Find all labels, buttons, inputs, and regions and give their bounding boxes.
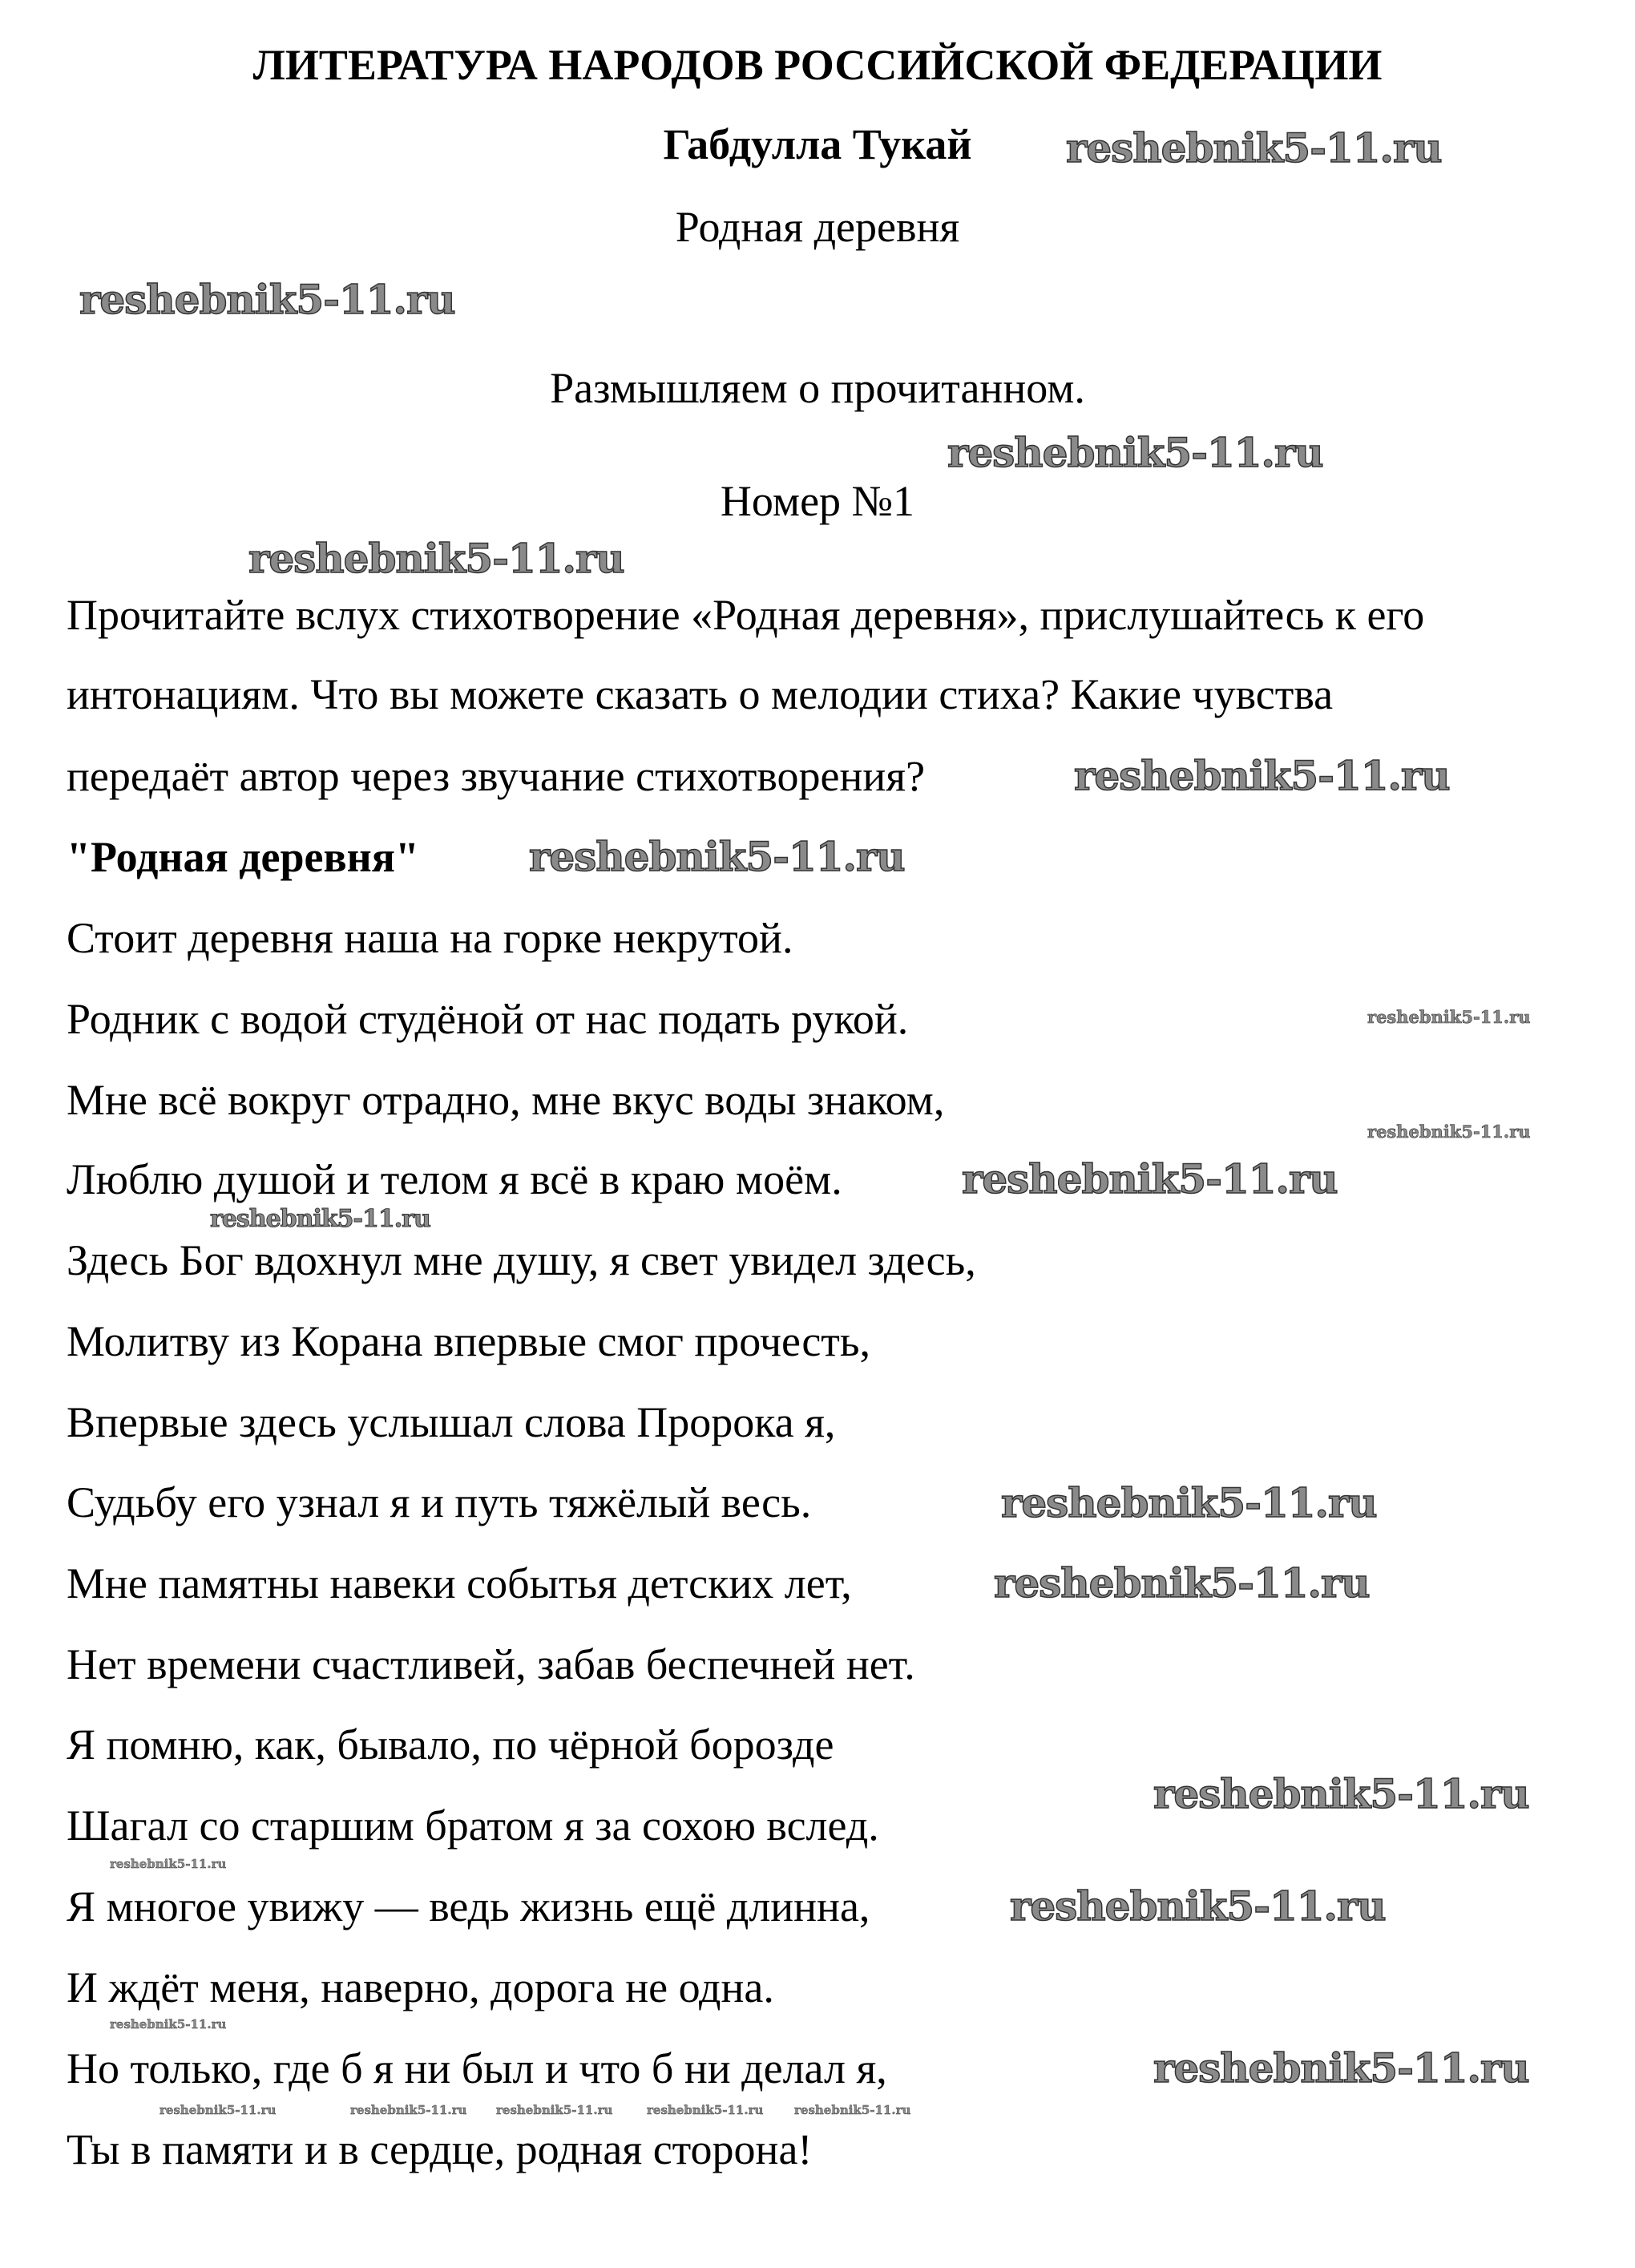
watermark: reshebnik5-11.ru (647, 2103, 764, 2117)
poem-line: Стоит деревня наша на горке некрутой. (67, 914, 793, 962)
watermark: reshebnik5-11.ru (159, 2103, 277, 2117)
watermark: reshebnik5-11.ru (1367, 1122, 1531, 1142)
poem-line: Ты в памяти и в сердце, родная сторона! (67, 2125, 813, 2173)
watermark: reshebnik5-11.ru (994, 1559, 1370, 1607)
subsection-title: Размышляем о прочитанном. (550, 364, 1085, 412)
watermark: reshebnik5-11.ru (529, 833, 905, 880)
watermark: reshebnik5-11.ru (1001, 1479, 1377, 1526)
watermark: reshebnik5-11.ru (248, 535, 624, 582)
watermark: reshebnik5-11.ru (1074, 752, 1450, 799)
watermark: reshebnik5-11.ru (210, 1205, 430, 1233)
poem-line: Судьбу его узнал я и путь тяжёлый весь. (67, 1478, 812, 1526)
poem-line: Мне всё вокруг отрадно, мне вкус воды знаком, (67, 1076, 945, 1124)
watermark: reshebnik5-11.ru (1010, 1882, 1386, 1930)
watermark: reshebnik5-11.ru (1153, 2044, 1529, 2092)
section-title: ЛИТЕРАТУРА НАРОДОВ РОССИЙСКОЙ ФЕДЕРАЦИИ (252, 41, 1383, 89)
poem-line: Мне памятны навеки событья детских лет, (67, 1559, 852, 1607)
watermark: reshebnik5-11.ru (496, 2103, 613, 2117)
watermark: reshebnik5-11.ru (350, 2103, 467, 2117)
poem-line: Нет времени счастливей, забав беспечней нет. (67, 1640, 915, 1688)
task-line: передаёт автор через звучание стихотворения? (67, 752, 926, 800)
watermark: reshebnik5-11.ru (962, 1155, 1338, 1203)
poem-line: Но только, где б я ни был и что б ни делал я, (67, 2044, 887, 2092)
task-line: Прочитайте вслух стихотворение «Родная деревня», прислушайтесь к его (67, 591, 1425, 639)
poem-line: Я помню, как, бывало, по чёрной борозде (67, 1720, 834, 1769)
poem-line: Впервые здесь услышал слова Пророка я, (67, 1398, 836, 1446)
watermark: reshebnik5-11.ru (79, 276, 455, 323)
task-line: интонациям. Что вы можете сказать о мелодии стиха? Какие чувства (67, 670, 1334, 718)
work-title: Родная деревня (675, 203, 960, 251)
watermark: reshebnik5-11.ru (1367, 1007, 1531, 1027)
watermark: reshebnik5-11.ru (110, 2017, 227, 2031)
poem-line: И ждёт меня, наверно, дорога не одна. (67, 1963, 774, 2011)
poem-line: Шагал со старшим братом я за сохою вслед. (67, 1801, 879, 1850)
watermark: reshebnik5-11.ru (110, 1857, 227, 1871)
poem-line: Люблю душой и телом я всё в краю моём. (67, 1155, 842, 1203)
watermark: reshebnik5-11.ru (794, 2103, 911, 2117)
poem-line: Здесь Бог вдохнул мне душу, я свет увидел здесь, (67, 1236, 976, 1284)
poem-line: Я многое увижу — ведь жизнь ещё длинна, (67, 1882, 870, 1930)
poem-line: Родник с водой студёной от нас подать рукой. (67, 995, 909, 1043)
watermark: reshebnik5-11.ru (1153, 1770, 1529, 1817)
watermark: reshebnik5-11.ru (1066, 124, 1442, 172)
task-number: Номер №1 (720, 477, 915, 525)
watermark: reshebnik5-11.ru (947, 429, 1323, 476)
author-name: Габдулла Тукай (663, 120, 972, 168)
poem-line: Молитву из Корана впервые смог прочесть, (67, 1317, 871, 1365)
poem-title: "Родная деревня" (67, 833, 419, 881)
